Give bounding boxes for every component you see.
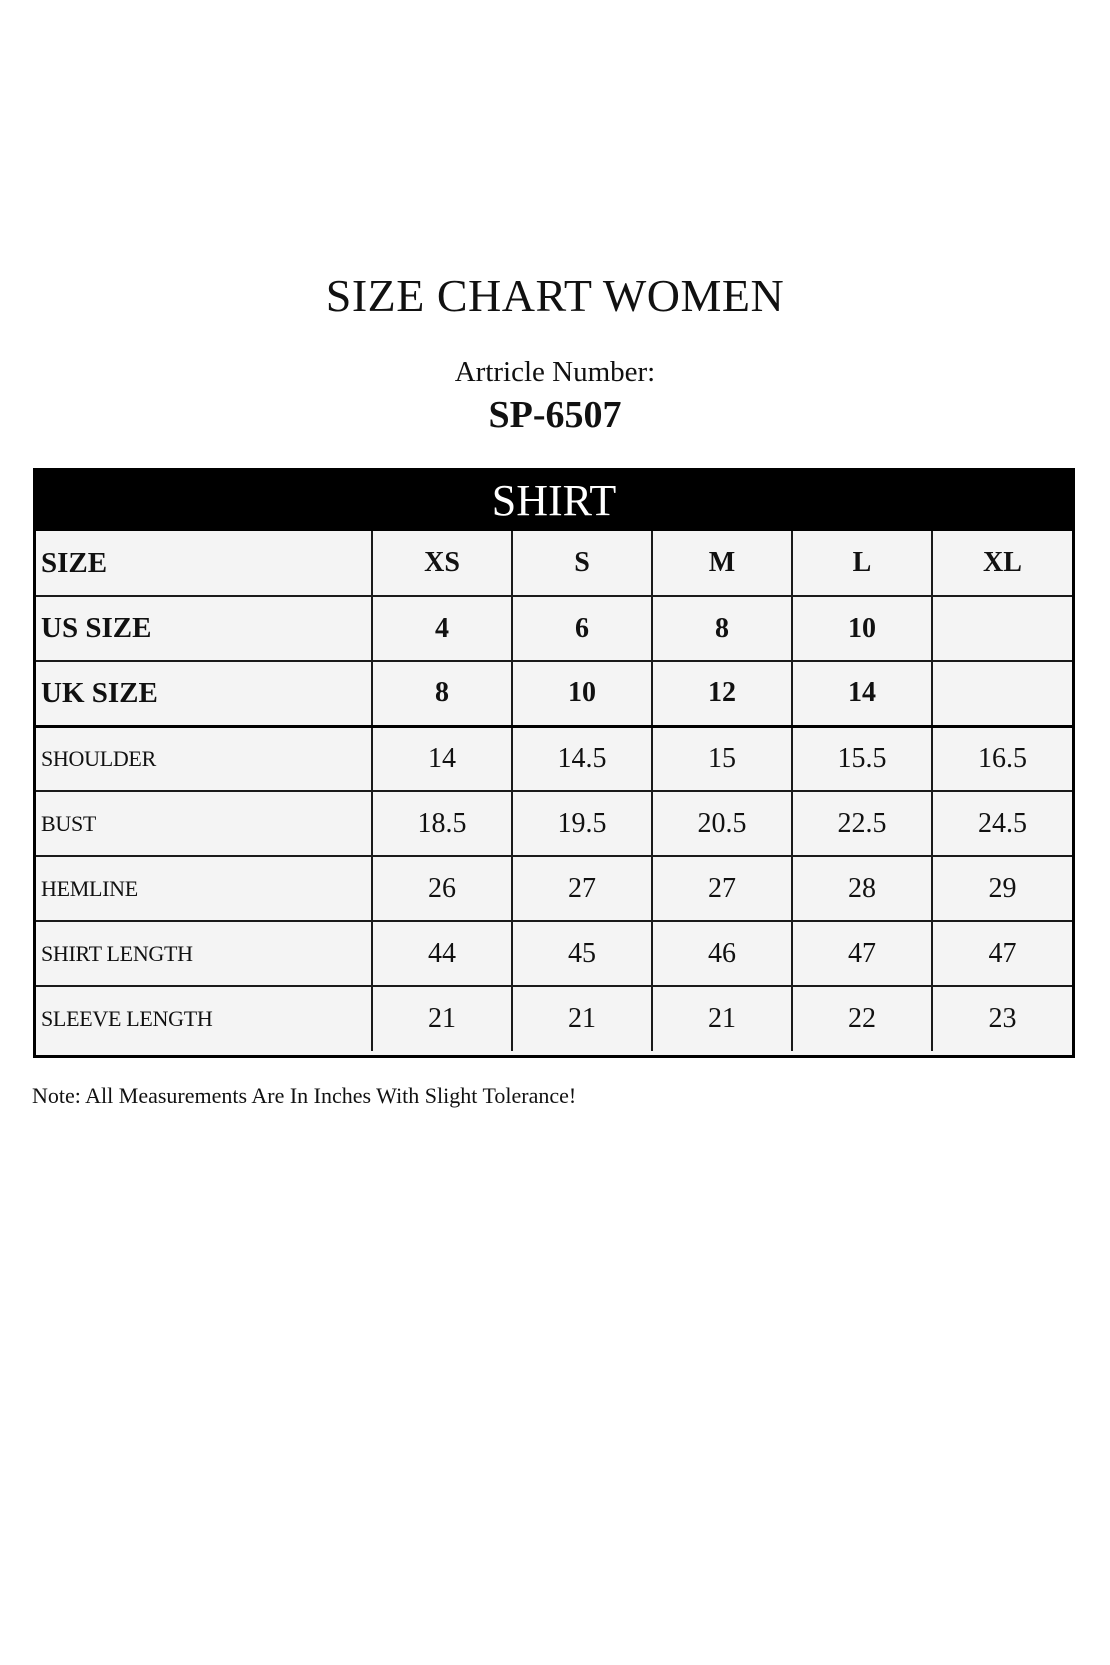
row-label: SHOULDER <box>36 726 372 791</box>
table-header-shirt: SHIRT <box>36 471 1072 531</box>
row-label: HEMLINE <box>36 856 372 921</box>
size-chart-table <box>33 468 1075 1058</box>
measurement-cell: 20.5 <box>652 791 792 856</box>
uk-size-cell: 8 <box>372 661 512 726</box>
row-label: SHIRT LENGTH <box>36 921 372 986</box>
size-cell: S <box>512 531 652 596</box>
measurement-cell: 14.5 <box>512 726 652 791</box>
us-size-cell: 6 <box>512 596 652 661</box>
measurement-cell: 47 <box>792 921 932 986</box>
measurement-cell: 28 <box>792 856 932 921</box>
us-size-cell <box>932 596 1072 661</box>
measurement-cell: 24.5 <box>932 791 1072 856</box>
measurement-cell: 21 <box>652 986 792 1051</box>
measurement-row-hemline <box>36 856 1072 921</box>
measurement-cell: 46 <box>652 921 792 986</box>
measurement-row-shoulder <box>36 726 1072 791</box>
uk-size-row <box>36 661 1072 726</box>
measurement-cell: 15 <box>652 726 792 791</box>
uk-size-cell <box>932 661 1072 726</box>
size-grid <box>36 531 1072 1051</box>
measurement-cell: 44 <box>372 921 512 986</box>
measurement-note: Note: All Measurements Are In Inches With Slight Tolerance! <box>32 1083 577 1108</box>
row-label: SLEEVE LENGTH <box>36 986 372 1051</box>
measurement-cell: 47 <box>932 921 1072 986</box>
size-cell: XS <box>372 531 512 596</box>
us-size-cell: 4 <box>372 596 512 661</box>
article-number-value: SP-6507 <box>488 394 622 436</box>
measurement-cell: 21 <box>372 986 512 1051</box>
us-size-cell: 10 <box>792 596 932 661</box>
row-label: SIZE <box>36 531 372 596</box>
measurement-row-bust <box>36 791 1072 856</box>
measurement-cell: 26 <box>372 856 512 921</box>
measurement-cell: 19.5 <box>512 791 652 856</box>
size-cell: M <box>652 531 792 596</box>
measurement-cell: 45 <box>512 921 652 986</box>
us-size-cell: 8 <box>652 596 792 661</box>
article-number-label: Artricle Number: <box>454 356 656 388</box>
us-size-row <box>36 596 1072 661</box>
measurement-cell: 15.5 <box>792 726 932 791</box>
size-row <box>36 531 1072 596</box>
measurement-row-shirt-length <box>36 921 1072 986</box>
measurement-cell: 22 <box>792 986 932 1051</box>
size-cell: XL <box>932 531 1072 596</box>
page-title: SIZE CHART WOMEN <box>325 270 785 321</box>
uk-size-cell: 14 <box>792 661 932 726</box>
uk-size-cell: 10 <box>512 661 652 726</box>
row-label: UK SIZE <box>36 661 372 726</box>
measurement-cell: 23 <box>988 1003 1017 1034</box>
uk-size-cell: 12 <box>652 661 792 726</box>
measurement-cell: 27 <box>512 856 652 921</box>
measurement-row-sleeve-length <box>36 986 1072 1051</box>
measurement-cell: 21 <box>512 986 652 1051</box>
measurement-cell: 18.5 <box>372 791 512 856</box>
row-label: BUST <box>36 791 372 856</box>
measurement-cell: 22.5 <box>792 791 932 856</box>
measurement-cell: 14 <box>372 726 512 791</box>
measurement-cell: 27 <box>652 856 792 921</box>
measurement-cell: 16.5 <box>932 726 1072 791</box>
row-label: US SIZE <box>36 596 372 661</box>
size-cell: L <box>792 531 932 596</box>
measurement-cell: 29 <box>932 856 1072 921</box>
